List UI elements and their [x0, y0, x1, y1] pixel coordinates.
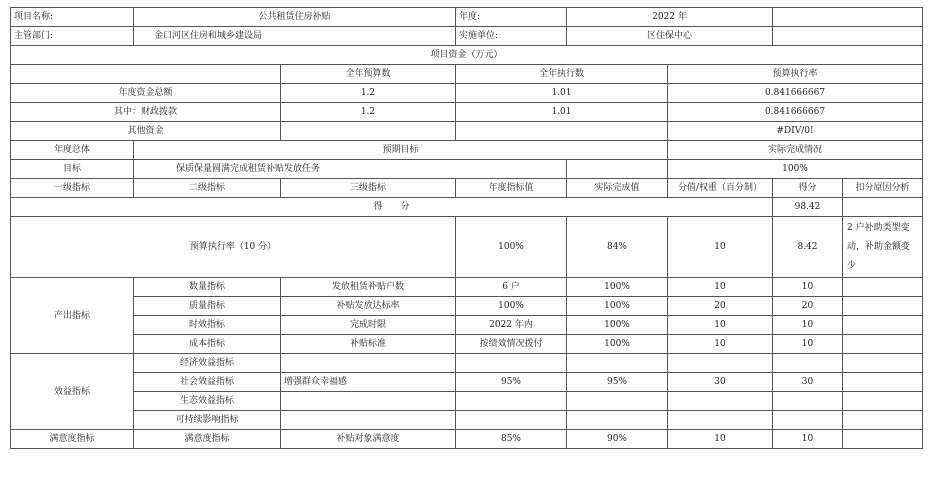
reason-cell — [843, 278, 923, 297]
goal-expected-label: 预期目标 — [134, 141, 668, 160]
goal-label-1: 年度总体 — [11, 141, 134, 160]
indicator-row — [11, 430, 923, 449]
weight-cell — [668, 354, 773, 373]
budget-exec-reason: 2 户补助类型变动，补助金额变少 — [843, 217, 923, 278]
score-cell: 10 — [773, 335, 843, 354]
funds-row — [11, 84, 923, 103]
col-level2: 二级指标 — [134, 179, 281, 198]
funds-budget: 1.2 — [281, 84, 456, 103]
reason-cell — [843, 411, 923, 430]
score-cell — [773, 411, 843, 430]
level3-cell — [281, 392, 456, 411]
budget-exec-score: 8.42 — [773, 217, 843, 278]
col-actual: 实际完成值 — [567, 179, 668, 198]
funds-rate: 0.841666667 — [668, 103, 923, 122]
funds-rate: 0.841666667 — [668, 84, 923, 103]
col-budget: 全年预算数 — [281, 65, 456, 84]
col-weight: 分值/权重（百分制） — [668, 179, 773, 198]
level2-cell: 社会效益指标 — [134, 373, 281, 392]
actual-cell — [567, 354, 668, 373]
funds-exec — [456, 122, 668, 141]
funds-title: 项目资金（万元） — [11, 46, 923, 65]
weight-cell: 30 — [668, 373, 773, 392]
indicator-row — [11, 392, 923, 411]
level3-cell: 发放租赁补贴户数 — [281, 278, 456, 297]
empty-cell — [773, 27, 923, 46]
score-cell — [773, 392, 843, 411]
indicator-row — [11, 335, 923, 354]
year-value: 2022 年 — [567, 8, 773, 27]
level3-cell: 补贴标准 — [281, 335, 456, 354]
funds-exec: 1.01 — [456, 103, 668, 122]
budget-exec-row — [11, 217, 923, 278]
target-cell: 6 户 — [456, 278, 567, 297]
budget-exec-weight: 10 — [668, 217, 773, 278]
output-indicator-label: 产出指标 — [11, 278, 134, 354]
level2-cell: 经济效益指标 — [134, 354, 281, 373]
funds-row-label: 其中：财政拨款 — [11, 103, 281, 122]
target-cell — [456, 411, 567, 430]
score-label: 得 分 — [11, 198, 773, 217]
project-name-label: 项目名称: — [11, 8, 134, 27]
funds-row-label: 其他资金 — [11, 122, 281, 141]
weight-cell: 10 — [668, 335, 773, 354]
score-cell: 30 — [773, 373, 843, 392]
funds-row — [11, 103, 923, 122]
indicator-row — [11, 278, 923, 297]
actual-cell: 100% — [567, 297, 668, 316]
score-cell: 20 — [773, 297, 843, 316]
level3-cell — [281, 411, 456, 430]
weight-cell — [668, 392, 773, 411]
weight-cell: 10 — [668, 278, 773, 297]
funds-exec: 1.01 — [456, 84, 668, 103]
weight-cell: 20 — [668, 297, 773, 316]
col-rate: 预算执行率 — [668, 65, 923, 84]
goal-expected: 保质保量圆满完成租赁补贴发放任务 — [134, 160, 567, 179]
target-cell — [456, 354, 567, 373]
funds-title-row — [11, 46, 923, 65]
indicator-row — [11, 411, 923, 430]
actual-cell: 90% — [567, 430, 668, 449]
budget-exec-label: 预算执行率（10 分） — [11, 217, 456, 278]
indicator-row — [11, 297, 923, 316]
goal-value-row — [11, 160, 923, 179]
funds-row — [11, 122, 923, 141]
project-name-value: 公共租赁住房补贴 — [134, 8, 456, 27]
unit-value: 区住保中心 — [567, 27, 773, 46]
weight-cell: 10 — [668, 430, 773, 449]
empty-cell — [773, 8, 923, 27]
dept-value: 金口河区住房和城乡建设局 — [134, 27, 456, 46]
year-label: 年度: — [456, 8, 567, 27]
indicator-row — [11, 354, 923, 373]
score-cell: 10 — [773, 316, 843, 335]
actual-cell: 95% — [567, 373, 668, 392]
level2-cell: 生态效益指标 — [134, 392, 281, 411]
target-cell — [456, 392, 567, 411]
weight-cell: 10 — [668, 316, 773, 335]
indicator-row — [11, 373, 923, 392]
score-total: 98.42 — [773, 198, 843, 217]
goal-actual-label: 实际完成情况 — [668, 141, 923, 160]
level2-cell: 时效指标 — [134, 316, 281, 335]
col-score: 得分 — [773, 179, 843, 198]
level2-cell: 数量指标 — [134, 278, 281, 297]
indicator-row — [11, 316, 923, 335]
header-row-project — [11, 8, 923, 27]
unit-label: 实施单位: — [456, 27, 567, 46]
col-exec: 全年执行数 — [456, 65, 668, 84]
target-cell: 85% — [456, 430, 567, 449]
reason-cell — [843, 297, 923, 316]
level2-cell: 可持续影响指标 — [134, 411, 281, 430]
reason-cell — [843, 316, 923, 335]
reason-cell — [843, 373, 923, 392]
target-cell: 100% — [456, 297, 567, 316]
score-cell: 10 — [773, 430, 843, 449]
reason-cell — [843, 430, 923, 449]
empty-cell — [567, 160, 668, 179]
target-cell: 按绩效情况拨付 — [456, 335, 567, 354]
score-cell — [773, 354, 843, 373]
reason-cell — [843, 335, 923, 354]
actual-cell: 100% — [567, 278, 668, 297]
budget-exec-actual: 84% — [567, 217, 668, 278]
goal-actual: 100% — [668, 160, 923, 179]
level3-cell: 补贴对象满意度 — [281, 430, 456, 449]
dept-label: 主管部门: — [11, 27, 134, 46]
level2-cell: 成本指标 — [134, 335, 281, 354]
col-reason: 扣分原因分析 — [843, 179, 923, 198]
col-level3: 三级指标 — [281, 179, 456, 198]
empty-cell — [843, 198, 923, 217]
col-target: 年度指标值 — [456, 179, 567, 198]
weight-cell — [668, 411, 773, 430]
actual-cell — [567, 411, 668, 430]
goal-header-row — [11, 141, 923, 160]
indicator-header-row — [11, 179, 923, 198]
funds-budget — [281, 122, 456, 141]
score-cell: 10 — [773, 278, 843, 297]
col-level1: 一级指标 — [11, 179, 134, 198]
performance-table — [10, 7, 923, 449]
actual-cell: 100% — [567, 335, 668, 354]
budget-exec-target: 100% — [456, 217, 567, 278]
empty-cell — [11, 65, 281, 84]
level3-cell: 完成时限 — [281, 316, 456, 335]
reason-cell — [843, 354, 923, 373]
actual-cell: 100% — [567, 316, 668, 335]
level2-cell: 满意度指标 — [134, 430, 281, 449]
funds-budget: 1.2 — [281, 103, 456, 122]
funds-rate: #DIV/0! — [668, 122, 923, 141]
score-total-row — [11, 198, 923, 217]
level3-cell — [281, 354, 456, 373]
target-cell: 95% — [456, 373, 567, 392]
satisfaction-indicator-label: 满意度指标 — [11, 430, 134, 449]
reason-cell — [843, 392, 923, 411]
level2-cell: 质量指标 — [134, 297, 281, 316]
funds-row-label: 年度资金总额 — [11, 84, 281, 103]
benefit-indicator-label: 效益指标 — [11, 354, 134, 430]
level3-cell: 增强群众幸福感 — [281, 373, 456, 392]
goal-label-2: 目标 — [11, 160, 134, 179]
actual-cell — [567, 392, 668, 411]
funds-header-row — [11, 65, 923, 84]
header-row-dept — [11, 27, 923, 46]
target-cell: 2022 年内 — [456, 316, 567, 335]
level3-cell: 补贴发放达标率 — [281, 297, 456, 316]
